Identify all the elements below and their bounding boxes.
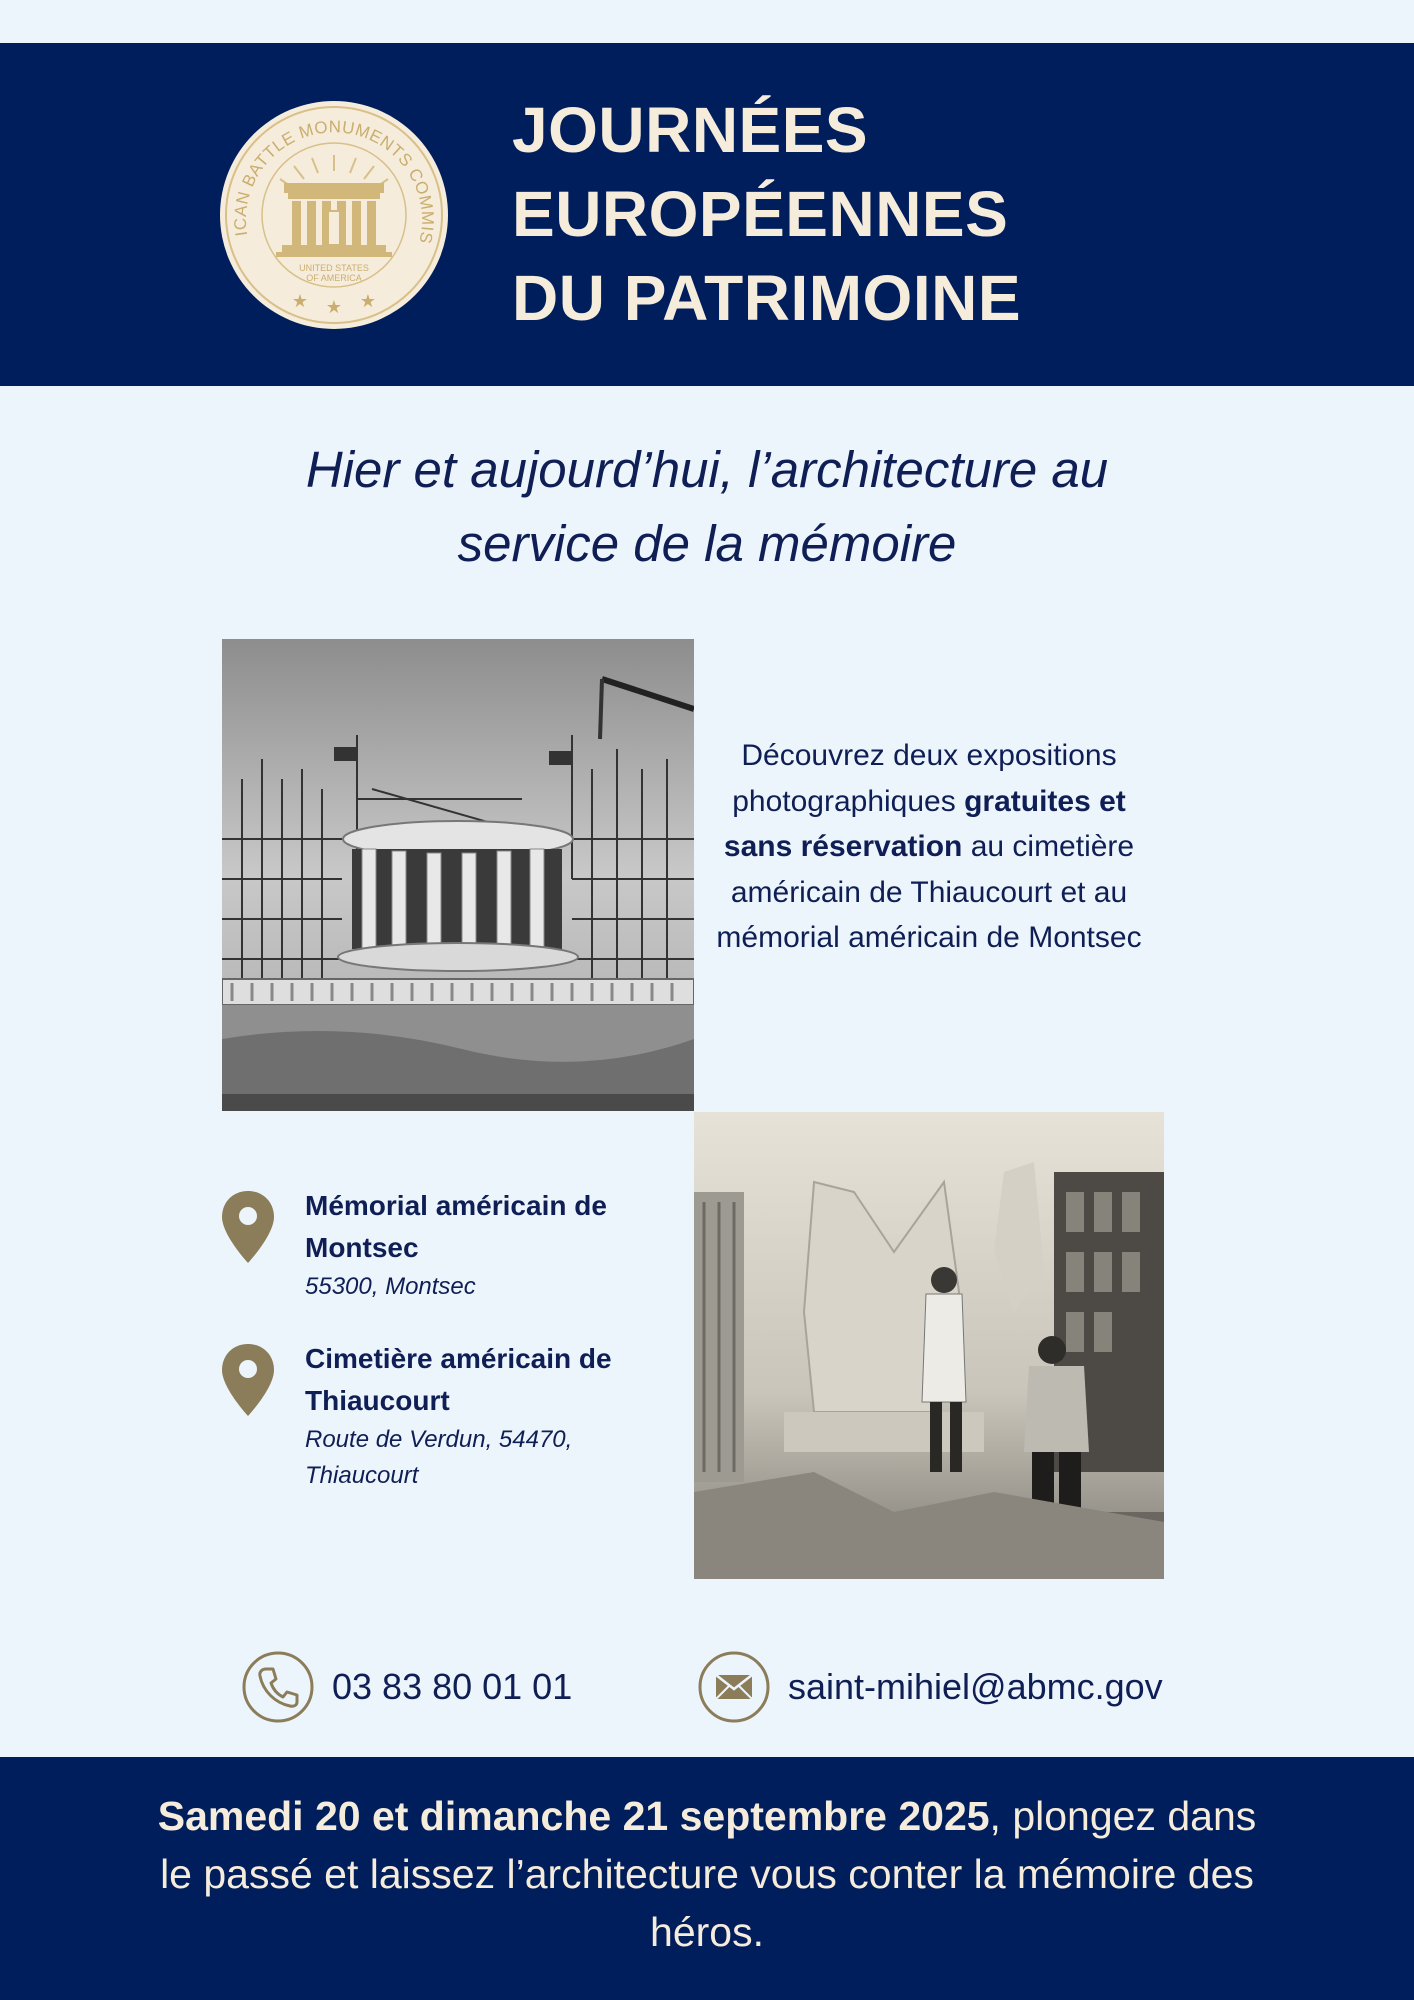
intro-text [712,733,1146,961]
intro-text-bold: gratuites et sans réservation [723,784,1126,863]
location-address: 55300, Montsec [305,1273,476,1300]
svg-text:★: ★ [325,297,343,318]
subtitle [207,433,1207,581]
footer-tagline: , plongez dans le passé et laissez l’architecture vous conter la mémoire des héros. [160,1793,1257,1955]
subtitle-line-2: service de la mémoire [457,515,957,572]
phone-icon [242,1651,314,1723]
svg-text:AMERICAN BATTLE MONUMENTS COMM: ICAN BATTLE MONUMENTS COMMIS [230,117,438,246]
email-address[interactable]: saint-mihiel@abmc.gov [788,1666,1163,1707]
location-address-line-1: Route de Verdun, 54470, [305,1426,573,1453]
svg-text:OF AMERICA: OF AMERICA [306,273,362,283]
footer-banner [0,1757,1414,2000]
svg-text:UNITED STATES: UNITED STATES [299,263,369,273]
envelope-icon [698,1651,770,1723]
footer-text [150,1787,1264,1961]
event-title-line-3: DU PATRIMOINE [512,262,1021,334]
intro-text-start: Découvrez deux expositions photographiques [732,739,1117,818]
location-pin-icon [220,1342,276,1418]
svg-text:★: ★ [359,291,377,312]
svg-text:★: ★ [291,291,309,312]
photo-sculptors-at-work [694,1112,1164,1579]
subtitle-line-1: Hier et aujourd’hui, l’architecture au [305,441,1109,498]
event-title-line-1: JOURNÉES [512,94,869,166]
event-dates: Samedi 20 et dimanche 21 septembre 2025 [157,1793,990,1839]
location-pin-icon [220,1189,276,1265]
intro-text-end: au cimetière américain de Thiaucourt et au mémorial américain de Montsec [716,830,1142,954]
contact-email[interactable] [698,1651,1163,1723]
event-title [512,88,1212,340]
event-title-line-2: EUROPÉENNES [512,178,1009,250]
location-name: Cimetière américain de Thiaucourt [305,1343,612,1416]
location-name: Mémorial américain de Montsec [305,1190,607,1263]
phone-number[interactable]: 03 83 80 01 01 [332,1666,573,1707]
location-address-line-2: Thiaucourt [305,1462,419,1489]
contact-phone[interactable] [242,1651,572,1723]
header-banner [0,43,1414,386]
abmc-seal-logo [218,99,450,331]
photo-montsec-construction [222,639,694,1111]
